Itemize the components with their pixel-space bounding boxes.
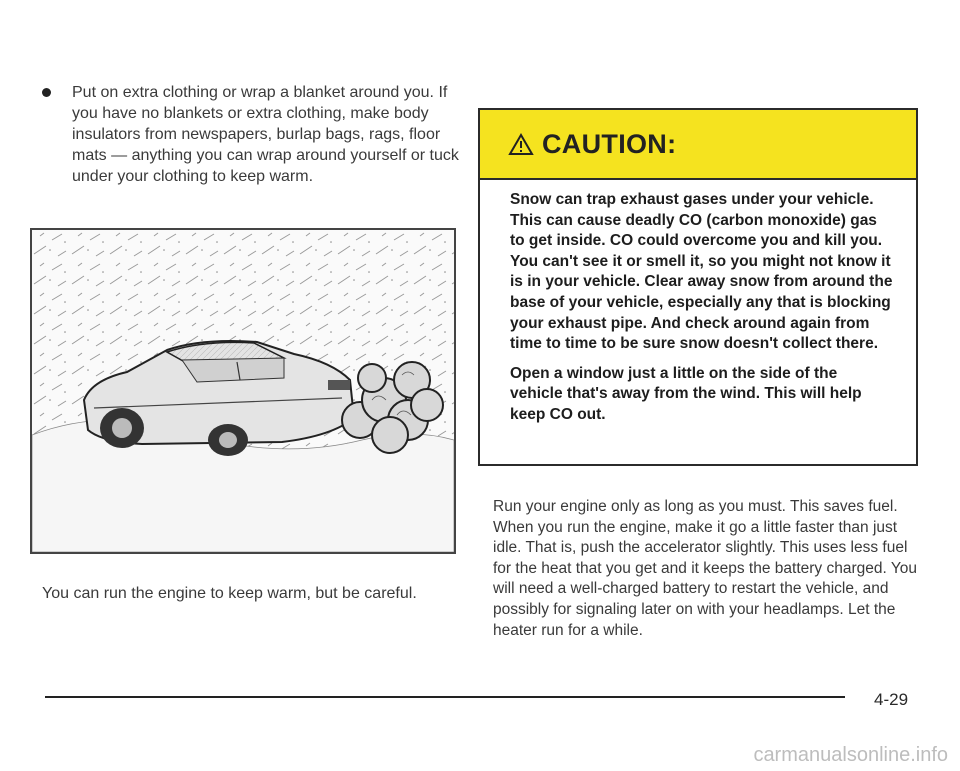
car-snow-illustration bbox=[30, 228, 456, 554]
warning-triangle-icon bbox=[508, 133, 534, 156]
caution-title: CAUTION: bbox=[542, 128, 677, 159]
caution-paragraph: Snow can trap exhaust gases under your vehicle. This can cause deadly CO (carbon monoxide) gas to get inside. CO could overcome you and kill you. You can't see it or smell it, so you might not know it is in your vehicle. Clear away snow from around the base of your vehicle, especially any that is blocking your exhaust pipe. And check around again from time to time to be sure snow doesn't collect there. bbox=[510, 191, 893, 353]
footer-rule bbox=[45, 696, 845, 698]
page-number: 4-29 bbox=[874, 690, 909, 709]
bullet-text: Put on extra clothing or wrap a blanket around you. If you have no blankets or extra clothing, make body insulators from newspapers, burlap bags, rags, floor mats — anything you can wrap around yourself or tuck under your clothing to keep warm. bbox=[72, 84, 459, 185]
left-column bbox=[42, 82, 462, 187]
caution-header bbox=[480, 110, 916, 180]
right-column bbox=[493, 497, 923, 641]
caution-body bbox=[480, 180, 916, 426]
caution-paragraph: Open a window just a little on the side of the vehicle that's away from the wind. This will help keep CO out. bbox=[510, 364, 862, 423]
bullet-item bbox=[42, 82, 462, 187]
caution-box bbox=[478, 108, 918, 466]
bullet-icon bbox=[42, 88, 51, 97]
car-exhaust-icon bbox=[32, 230, 454, 552]
body-paragraph: Run your engine only as long as you must. This saves fuel. When you run the engine, make it go a little faster than just idle. That is, push the accelerator slightly. This uses less fuel for the heat that you get and it keeps the battery charged. You will need a well-charged battery to restart the vehicle, and possibly for signaling later on with your headlamps. Let the heater run for a while. bbox=[493, 498, 917, 639]
illustration-caption: You can run the engine to keep warm, but be careful. bbox=[42, 585, 417, 602]
watermark: carmanualsonline.info bbox=[753, 744, 948, 766]
